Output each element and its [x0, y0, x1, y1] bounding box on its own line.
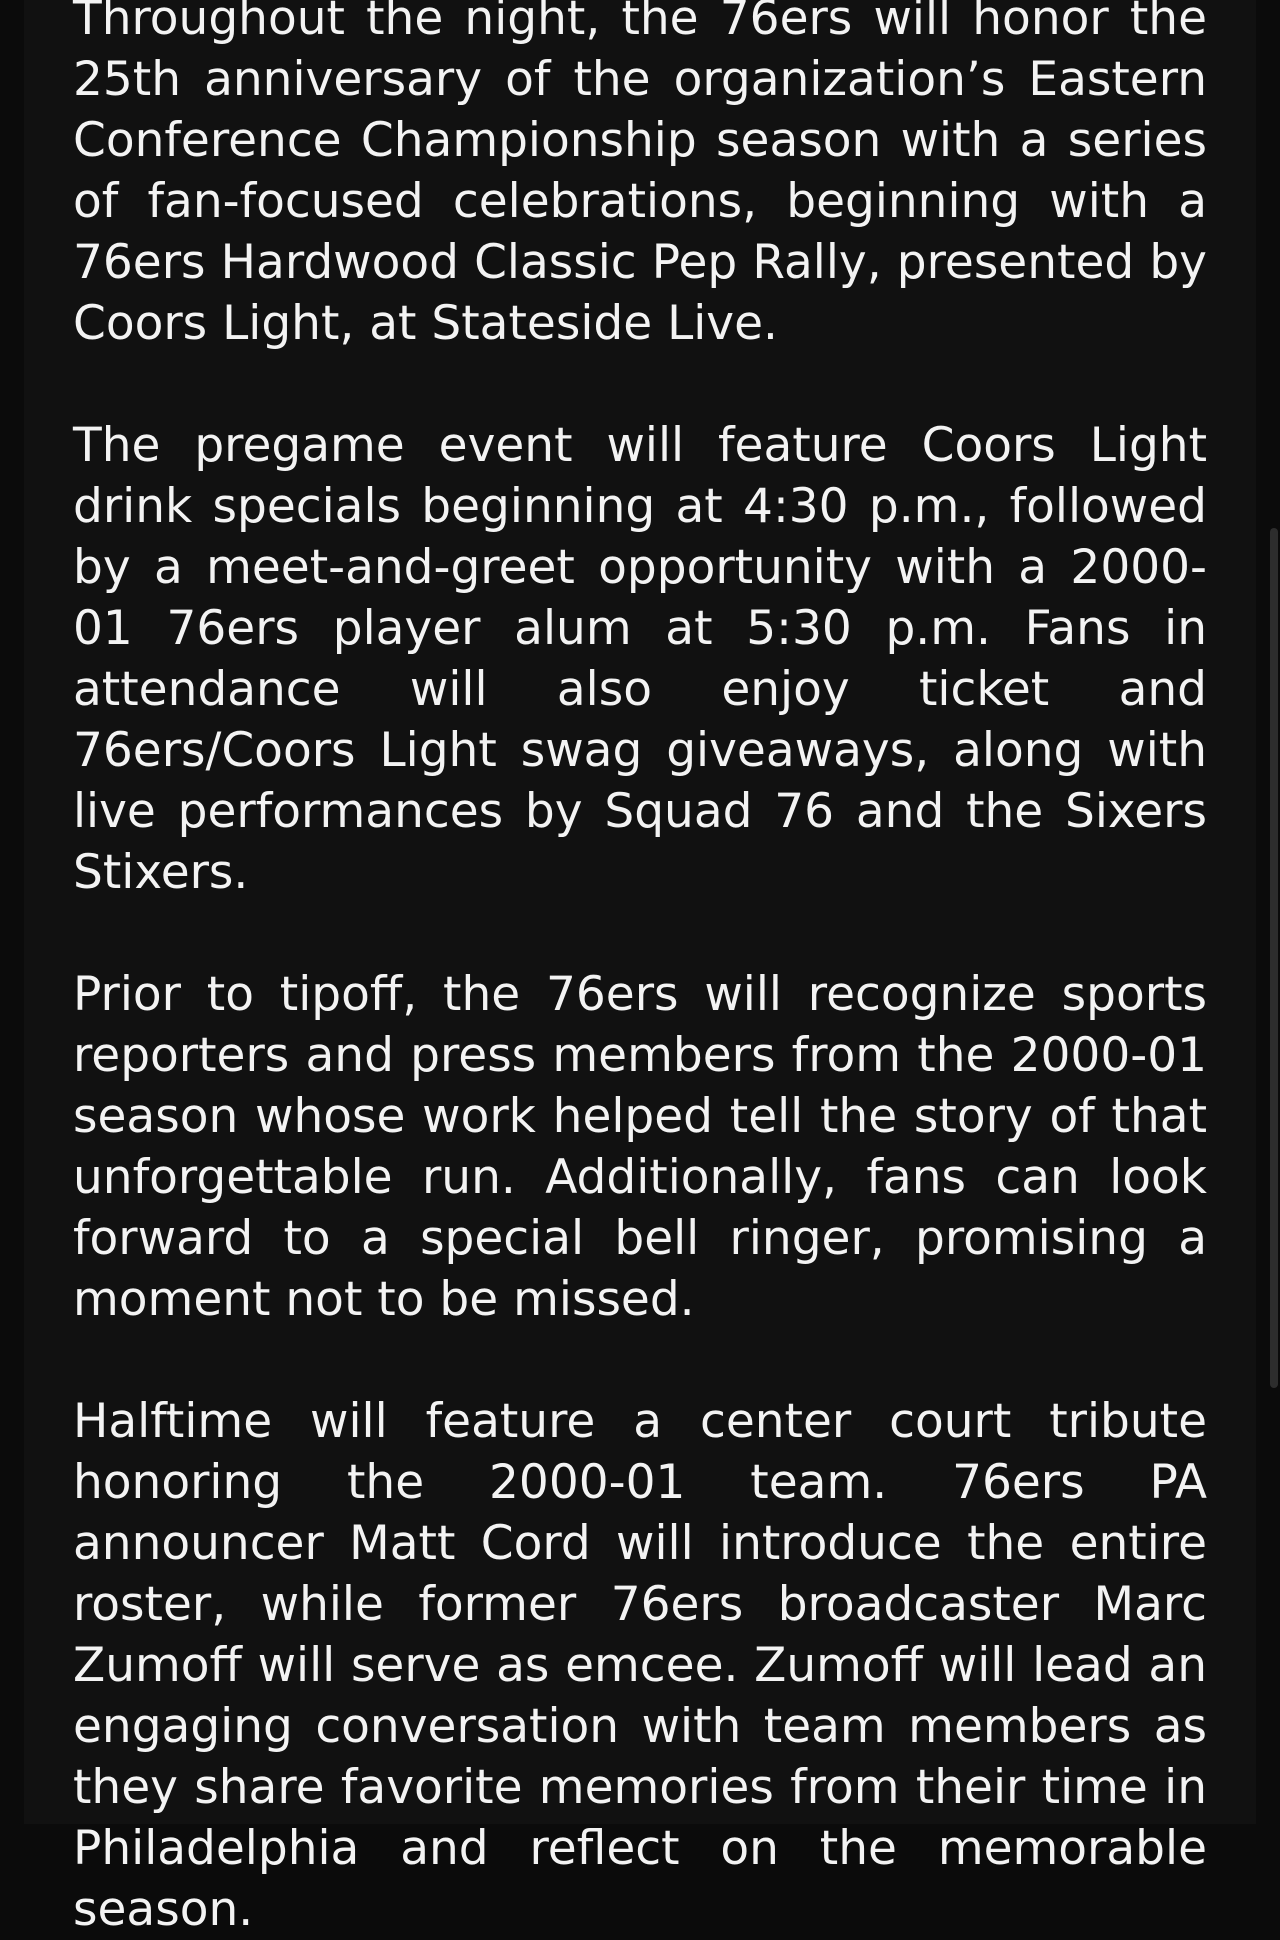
article-paragraph-3: Prior to tipoff, the 76ers will recognize sports reporters and press members from the 2000-01 season whose work helped tell the story of that unforgettable run. Additionally, fans can look forward to a special bell ringer, promising a moment not to be missed.	[73, 967, 1207, 1327]
scrollbar-thumb[interactable]	[1270, 528, 1278, 1388]
article-paragraph-2: The pregame event will feature Coors Light drink specials beginning at 4:30 p.m., followed by a meet-and-greet opportunity with a 2000-01 76ers player alum at 5:30 p.m. Fans in attendance will also enjoy ticket and 76ers/Coors Light swag giveaways, along with live performances by Squad 76 and the Sixers Stixers.	[73, 418, 1207, 900]
article-paragraph-4: Halftime will feature a center court tribute honoring the 2000-01 team. 76ers PA announcer Matt Cord will introduce the entire roster, while former 76ers broadcaster Marc Zumoff will serve as emcee. Zumoff will lead an engaging conversation with team members as they share favorite memories from their time in Philadelphia and reflect on the memorable season.	[73, 1394, 1207, 1937]
article-body	[73, 0, 1207, 1940]
article-paragraph-1: Throughout the night, the 76ers will honor the 25th anniversary of the organization’s Eastern Conference Championship season with a series of fan-focused celebrations, beginning with a 76ers Hardwood Classic Pep Rally, presented by Coors Light, at Stateside Live.	[73, 0, 1207, 351]
